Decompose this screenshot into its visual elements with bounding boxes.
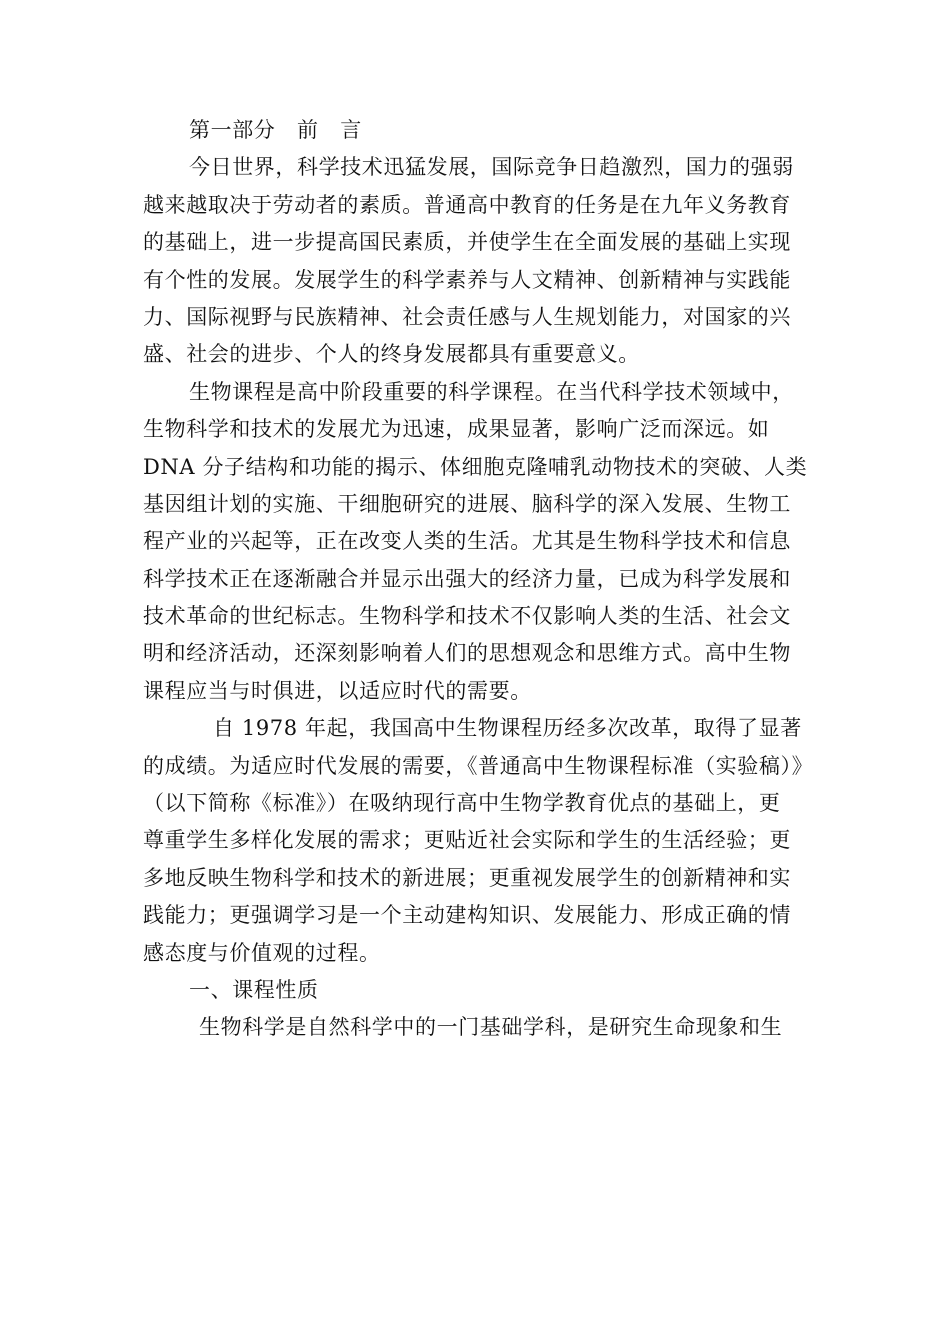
paragraph-line: 程产业的兴起等，正在改变人类的生活。尤其是生物科学技术和信息 [143, 529, 791, 554]
paragraph-line: 力、国际视野与民族精神、社会责任感与人生规划能力，对国家的兴 [143, 304, 791, 329]
paragraph-line: 自 1978 年起，我国高中生物课程历经多次改革，取得了显著 [213, 716, 802, 741]
paragraph-line: 的成绩。为适应时代发展的需要，《普通高中生物课程标准（实验稿）》 [143, 753, 814, 778]
section-heading: 第一部分 前 言 [189, 118, 362, 142]
paragraph-line: 生物科学是自然科学中的一门基础学科，是研究生命现象和生 [199, 1015, 783, 1040]
paragraph-line: 今日世界，科学技术迅猛发展，国际竞争日趋激烈，国力的强弱 [189, 155, 794, 180]
paragraph-line: 技术革命的世纪标志。生物科学和技术不仅影响人类的生活、社会文 [143, 604, 791, 629]
paragraph-line: 践能力；更强调学习是一个主动建构知识、发展能力、形成正确的情 [143, 903, 791, 928]
paragraph-line: DNA 分子结构和功能的揭示、体细胞克隆哺乳动物技术的突破、人类 [143, 454, 808, 479]
paragraph-line: （以下简称《标准》）在吸纳现行高中生物学教育优点的基础上，更 [143, 791, 781, 816]
document-page [143, 112, 814, 1047]
subsection-heading: 一、课程性质 [189, 977, 319, 1002]
paragraph-line: 感态度与价值观的过程。 [143, 940, 381, 965]
paragraph-line: 多地反映生物科学和技术的新进展；更重视发展学生的创新精神和实 [143, 865, 791, 890]
paragraph-line: 课程应当与时俱进，以适应时代的需要。 [143, 678, 532, 703]
paragraph-line: 盛、社会的进步、个人的终身发展都具有重要意义。 [143, 342, 640, 367]
paragraph-line: 尊重学生多样化发展的需求；更贴近社会实际和学生的生活经验；更 [143, 828, 791, 853]
paragraph-line: 的基础上，进一步提高国民素质，并使学生在全面发展的基础上实现 [143, 230, 791, 255]
paragraph-line: 生物科学和技术的发展尤为迅速，成果显著，影响广泛而深远。如 [143, 417, 770, 442]
paragraph-line: 生物课程是高中阶段重要的科学课程。在当代科学技术领域中， [189, 379, 794, 404]
paragraph-line: 科学技术正在逐渐融合并显示出强大的经济力量，已成为科学发展和 [143, 566, 791, 591]
paragraph-line: 明和经济活动，还深刻影响着人们的思想观念和思维方式。高中生物 [143, 641, 791, 666]
paragraph-line: 越来越取决于劳动者的素质。普通高中教育的任务是在九年义务教育 [143, 192, 791, 217]
paragraph-line: 有个性的发展。发展学生的科学素养与人文精神、创新精神与实践能 [143, 267, 791, 292]
paragraph-line: 基因组计划的实施、干细胞研究的进展、脑科学的深入发展、生物工 [143, 491, 791, 516]
